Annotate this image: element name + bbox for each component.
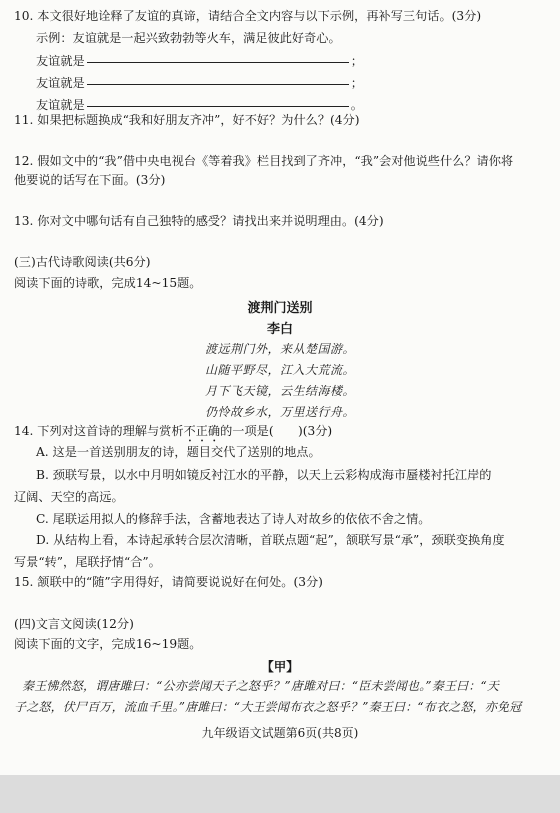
answer-line-3	[36, 97, 363, 113]
poem-line: 渡远荆门外，来从楚国游。	[204, 342, 355, 356]
viewer-bottom-bar	[0, 775, 560, 813]
section-4-heading: (四)文言文阅读(12分)	[14, 617, 134, 631]
passage-label: 【甲】	[261, 659, 299, 674]
passage-line-1: 秦王怫然怒，谓唐雎曰：“公亦尝闻天子之怒乎？”唐雎对曰：“臣未尝闻也。”秦王曰：“天	[22, 679, 500, 693]
option-c: C. 尾联运用拟人的修辞手法，含蓄地表达了诗人对故乡的依依不舍之情。	[36, 512, 431, 526]
poem-author: 李白	[266, 322, 293, 337]
question-10: 10. 本文很好地诠释了友谊的真谛，请结合全文内容与以下示例，再补写三句话。(3分)	[14, 9, 482, 23]
question-14-emphasis: 不正确	[183, 424, 221, 438]
answer-line-1	[36, 53, 363, 69]
section-3-instruction: 阅读下面的诗歌，完成14~15题。	[14, 276, 202, 290]
question-12-line-1: 12. 假如文中的“我”借中央电视台《等着我》栏目找到了齐冲，“我”会对他说些什么？请你将	[14, 154, 514, 168]
answer-prefix: 友谊就是	[36, 98, 85, 112]
question-14-post: 的一项是( )(3分)	[220, 424, 333, 438]
page-footer: 九年级语文试题第6页(共8页)	[201, 726, 359, 740]
answer-blank[interactable]	[87, 61, 349, 63]
answer-prefix: 友谊就是	[36, 76, 85, 90]
poem-line: 仍怜故乡水，万里送行舟。	[204, 405, 355, 419]
answer-end: 。	[350, 98, 363, 112]
question-13: 13. 你对文中哪句话有自己独特的感受？请找出来并说明理由。(4分)	[14, 214, 384, 228]
question-15: 15. 颔联中的“随”字用得好，请简要说说好在何处。(3分)	[14, 575, 323, 589]
question-12-line-2: 他要说的话写在下面。(3分)	[14, 173, 166, 187]
question-10-example: 示例：友谊就是一起兴致勃勃等火车，满足彼此好奇心。	[36, 31, 341, 45]
answer-prefix: 友谊就是	[36, 54, 85, 68]
question-14	[14, 423, 332, 445]
answer-end: ；	[350, 54, 363, 68]
question-14-pre: 14. 下列对这首诗的理解与赏析	[14, 424, 184, 438]
option-a: A. 这是一首送别朋友的诗，题目交代了送别的地点。	[36, 445, 321, 459]
answer-end: ；	[350, 76, 363, 90]
answer-blank[interactable]	[87, 105, 349, 107]
option-d-line-1: D. 从结构上看，本诗起承转合层次清晰，首联点题“起”，颔联写景“承”，颈联变换角度	[36, 533, 505, 547]
passage-line-2: 子之怒，伏尸百万，流血千里。”唐雎曰：“大王尝闻布衣之怒乎？”秦王曰：“布衣之怒，亦免冠	[14, 700, 522, 714]
section-3-heading: (三)古代诗歌阅读(共6分)	[14, 255, 151, 269]
question-11: 11. 如果把标题换成“我和好朋友齐冲”，好不好？为什么？(4分)	[14, 113, 360, 127]
option-b-line-1: B. 颈联写景，以水中月明如镜反衬江水的平静，以天上云彩构成海市蜃楼衬托江岸的	[36, 468, 492, 482]
poem-line: 山随平野尽，江入大荒流。	[204, 363, 355, 377]
poem-line: 月下飞天镜，云生结海楼。	[204, 384, 355, 398]
answer-blank[interactable]	[87, 83, 349, 85]
poem-title: 渡荆门送别	[247, 301, 313, 316]
answer-line-2	[36, 75, 363, 91]
option-d-line-2: 写景“转”，尾联抒情“合”。	[14, 555, 161, 569]
option-b-line-2: 辽阔、天空的高远。	[14, 490, 124, 504]
section-4-instruction: 阅读下面的文字，完成16~19题。	[14, 637, 202, 651]
